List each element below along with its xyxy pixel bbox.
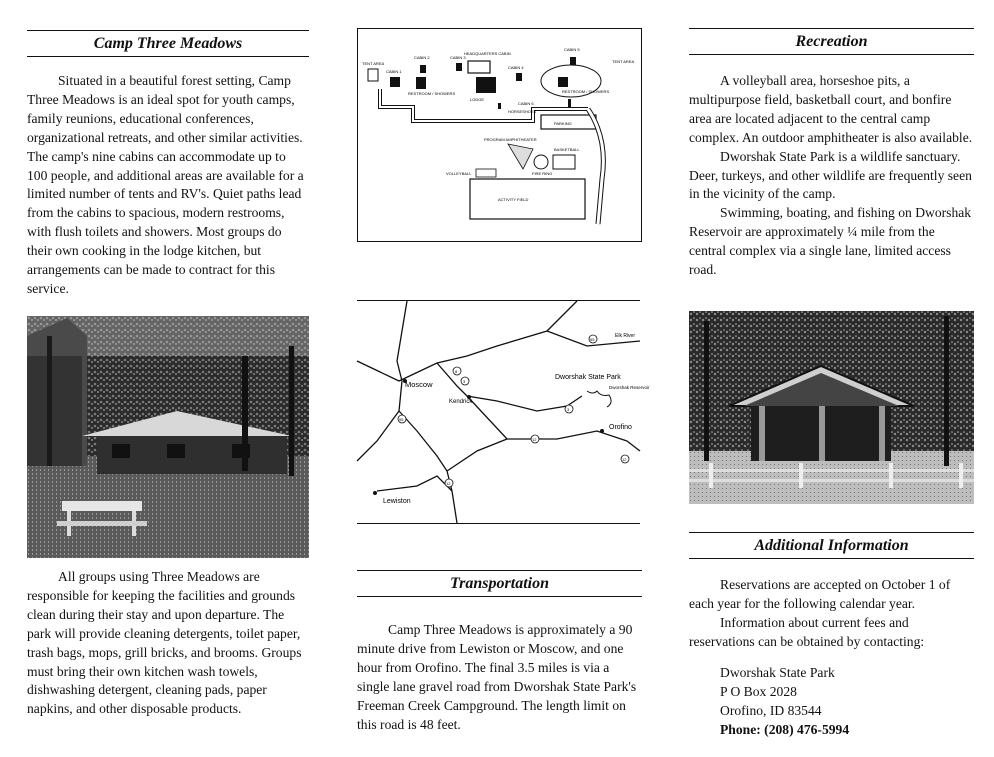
transportation-paragraph: Camp Three Meadows is approximately a 90 minute drive from Lewiston or Moscow, and one hour from Orofino. The final 3.5 miles is via a single lane gravel road from Dworshak State Park's Freeman Creek Campground. The length limit on this road is 48 feet. <box>357 622 637 732</box>
route-shield: 95 <box>399 417 404 422</box>
additional-paragraph-2: Information about current fees and reservations can be obtained by contacting: <box>689 614 925 649</box>
cabin-photo-image <box>27 316 309 558</box>
map-town-lewiston: Lewiston <box>383 498 411 505</box>
recreation-heading: Recreation <box>689 28 974 55</box>
route-shield: 12 <box>622 457 627 462</box>
map-town-orofino: Orofino <box>609 424 632 431</box>
recreation-paragraph-1: A volleyball area, horseshoe pits, a multipurpose field, basketball court, and bonfire area are located adjacent to the central camp complex. An outdoor amphitheater is also available. <box>689 73 973 145</box>
groups-paragraph: All groups using Three Meadows are responsible for keeping the facilities and grounds clean during their stay and upon departure. The park will provide cleaning detergents, toilet paper, trash bags, mops, grill bricks, and brooms. Groups must bring their own kitchen wash towels, dishwashing detergent, cleaning pads, paper napkins, and other disposable products. <box>27 569 302 717</box>
address-po-box: P O Box 2028 <box>720 683 797 699</box>
groups-text <box>27 568 309 719</box>
recreation-text <box>689 72 974 280</box>
additional-info-heading: Additional Information <box>689 532 974 559</box>
map-label-cabin3: CABIN 3 <box>450 55 466 60</box>
map-label-cabin6: CABIN 6 <box>518 101 534 106</box>
camp-site-map <box>357 28 642 242</box>
map-label-cabin2: CABIN 2 <box>414 55 430 60</box>
additional-info-text <box>689 576 974 652</box>
map-label-amphitheater: PROGRAM AMPHITHEATER <box>484 137 537 142</box>
shelter-photo-image <box>689 311 974 504</box>
region-map-drawing <box>357 301 650 523</box>
map-label-headquarters: HEADQUARTERS CABIN <box>464 51 511 56</box>
route-shield: 3 <box>567 407 570 412</box>
route-shield: 12 <box>446 481 451 486</box>
map-town-moscow: Moscow <box>405 380 433 389</box>
camp-intro-paragraph: Situated in a beautiful forest setting, Camp Three Meadows is an ideal spot for youth camps, family reunions, educational conferences, organizational retreats, and other similar activities. The camp's nine cabins can accommodate up to 100 people, and additional areas are available for a limited number of tents and RV's. Quiet paths lead from the cabins to spacious, modern restrooms, with flush toilets and showers. Most groups do their own cooking in the lodge kitchen, but arrangements can be made to contract for this service. <box>27 73 304 296</box>
route-shield: 12 <box>532 437 537 442</box>
map-label-cabin5: CABIN 5 <box>564 47 580 52</box>
map-label-basketball: BASKETBALL <box>554 147 580 152</box>
address-phone[interactable]: Phone: (208) 476-5994 <box>720 721 850 737</box>
contact-address <box>720 664 970 740</box>
address-city: Orofino, ID 83544 <box>720 702 822 718</box>
camp-heading: Camp Three Meadows <box>27 30 309 57</box>
map-label-parking: PARKING <box>554 121 572 126</box>
transportation-heading: Transportation <box>357 570 642 597</box>
map-town-kendrick: Kendrick <box>449 399 473 405</box>
cabin-photo <box>27 316 309 558</box>
route-shield: 95 <box>590 337 595 342</box>
map-label-dworshak: Dworshak State Park <box>555 374 621 381</box>
address-park-name: Dworshak State Park <box>720 665 835 680</box>
recreation-paragraph-3: Swimming, boating, and fishing on Dworshak Reservoir are approximately ¼ mile from the central complex via a single lane, limited access road. <box>689 205 972 278</box>
map-label-restroom-left: RESTROOM / SHOWERS <box>408 91 456 96</box>
shelter-photo <box>689 311 974 504</box>
transportation-text <box>357 621 642 734</box>
camp-intro-text <box>27 72 309 299</box>
route-shield: 8 <box>455 369 458 374</box>
map-label-volleyball: VOLLEYBALL <box>446 171 472 176</box>
map-label-horseshoes: HORSESHOES <box>508 109 537 114</box>
map-town-elk-river: Elk River <box>615 333 636 339</box>
map-label-tent-left: TENT AREA <box>362 61 385 66</box>
map-label-cabin4: CABIN 4 <box>508 65 524 70</box>
map-label-restroom-right: RESTROOM / SHOWERS <box>562 89 610 94</box>
map-label-lodge: LODGE <box>470 97 485 102</box>
recreation-paragraph-2: Dworshak State Park is a wildlife sanctuary. Deer, turkeys, and other wildlife are frequently seen in the vicinity of the camp. <box>689 148 972 202</box>
additional-paragraph-1: Reservations are accepted on October 1 of each year for the following calendar year. <box>689 577 951 611</box>
map-label-cabin1: CABIN 1 <box>386 69 402 74</box>
map-label-fire-ring: FIRE RING <box>532 171 553 176</box>
region-map <box>357 300 650 524</box>
map-label-activity-field: ACTIVITY FIELD <box>498 197 529 202</box>
camp-site-map-drawing <box>358 29 641 241</box>
route-shield: 3 <box>463 379 466 384</box>
map-label-reservoir: Dworshak Reservoir <box>609 385 650 390</box>
map-label-tent-right: TENT AREA <box>612 59 635 64</box>
